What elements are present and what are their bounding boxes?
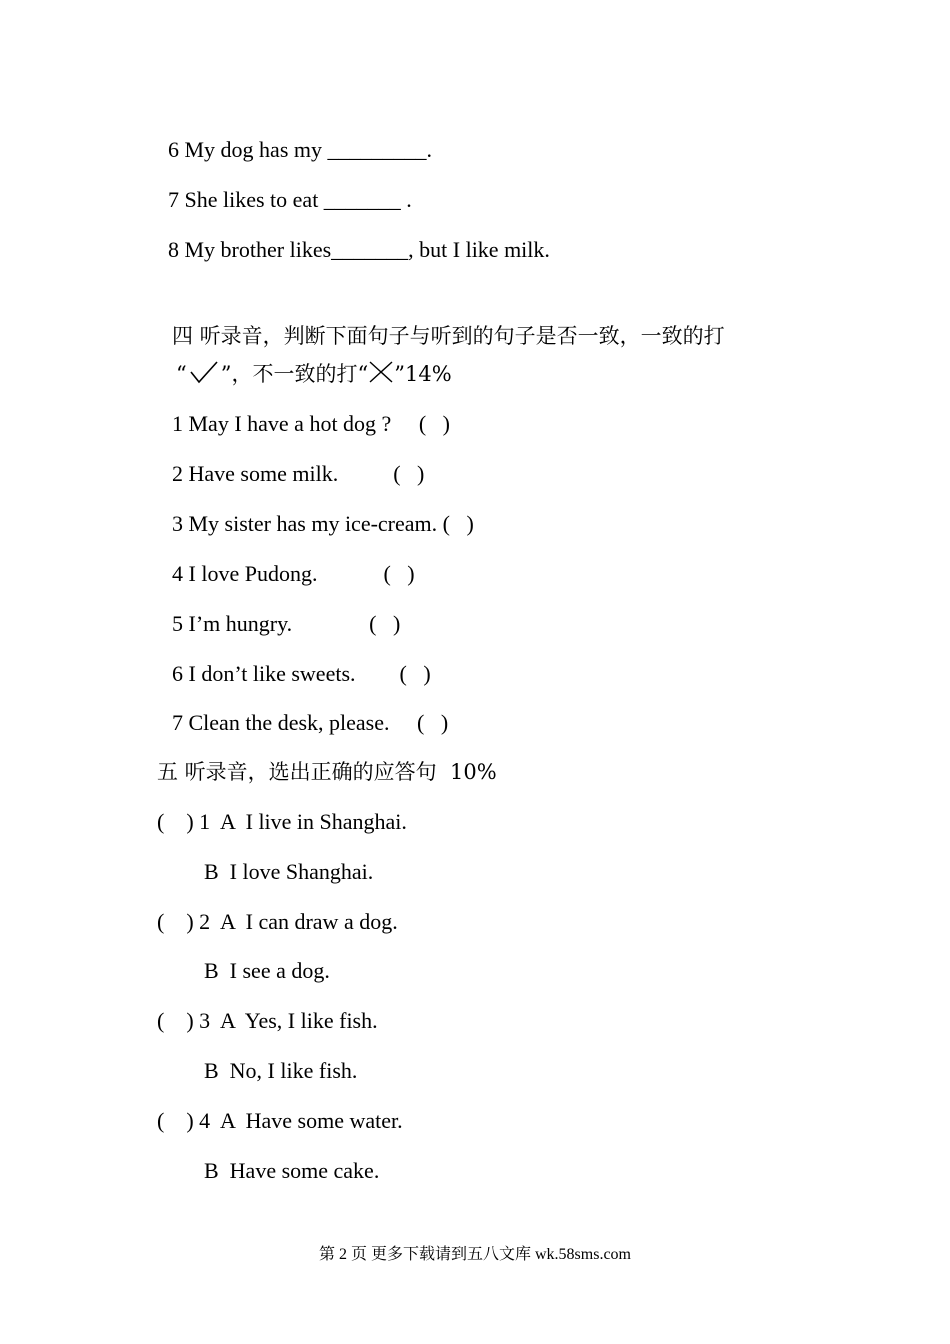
cross-mark-icon (368, 358, 394, 393)
section-4-heading: 四 听录音，判断下面句子与听到的句子是否一致，一致的打 (172, 324, 725, 348)
choice-question-2-option-a: ( ) 2 A I can draw a dog. (157, 909, 398, 934)
choice-question-1-option-a: ( ) 1 A I live in Shanghai. (157, 809, 407, 834)
choice-question-4-option-b: B Have some cake. (204, 1158, 380, 1183)
judge-item-1: 1 May I have a hot dog ? ( ) (172, 411, 450, 436)
page-footer: 第 2 页 更多下载请到五八文库 wk.58sms.com (318, 1246, 631, 1263)
judge-item-7: 7 Clean the desk, please. ( ) (172, 710, 449, 735)
choice-question-4-option-a: ( ) 4 A Have some water. (157, 1108, 403, 1133)
judge-item-3: 3 My sister has my ice-cream. ( ) (172, 511, 474, 536)
section-4-heading-line2 (176, 358, 452, 393)
judge-item-4: 4 I love Pudong. ( ) (172, 561, 415, 586)
check-mark-icon (187, 358, 221, 393)
choice-question-3-option-b: B No, I like fish. (204, 1058, 358, 1083)
section-4-percent: ”14% (394, 362, 452, 386)
fill-in-item-8: 8 My brother likes_______, but I like milk. (168, 237, 550, 262)
fill-in-item-6: 6 My dog has my _________. (168, 137, 432, 162)
section-5-heading: 五 听录音，选出正确的应答句 10% (157, 760, 497, 784)
section-4-open-quote: “ (176, 362, 187, 386)
choice-question-1-option-b: B I love Shanghai. (204, 859, 374, 884)
judge-item-2: 2 Have some milk. ( ) (172, 461, 425, 486)
choice-question-3-option-a: ( ) 3 A Yes, I like fish. (157, 1008, 378, 1033)
section-4-middle-text: ”，不一致的打“ (220, 362, 369, 386)
judge-item-6: 6 I don’t like sweets. ( ) (172, 661, 431, 686)
judge-item-5: 5 I’m hungry. ( ) (172, 611, 401, 636)
choice-question-2-option-b: B I see a dog. (204, 958, 330, 983)
fill-in-item-7: 7 She likes to eat _______ . (168, 187, 412, 212)
